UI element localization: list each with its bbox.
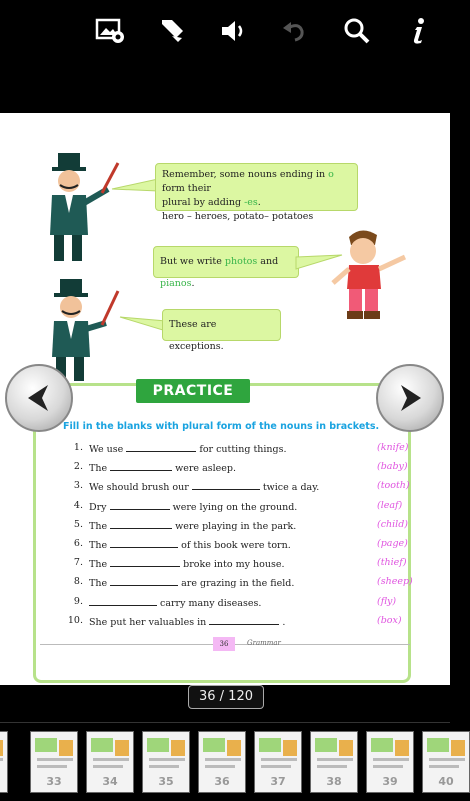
question-text-start: The xyxy=(89,463,108,475)
thumbnail-preview-block xyxy=(115,740,129,756)
arrow-right-icon xyxy=(393,381,427,415)
question-number: 2. xyxy=(73,461,83,473)
thumbnail-preview-block xyxy=(203,738,225,752)
thumbnail-preview-block xyxy=(35,738,57,752)
question-text xyxy=(89,480,359,493)
next-page-button[interactable] xyxy=(376,364,444,432)
thumbnail-preview-block xyxy=(451,740,465,756)
question-text-end: for cutting things. xyxy=(199,444,287,455)
answer-blank[interactable] xyxy=(110,557,180,567)
answer-blank[interactable] xyxy=(110,461,172,471)
top-toolbar xyxy=(0,0,450,62)
question-text-start: The xyxy=(89,540,108,551)
thumbnail-preview-block xyxy=(0,758,3,761)
question-row xyxy=(67,615,407,633)
thumbnail-page-number: 38 xyxy=(326,775,342,788)
page-thumbnail[interactable] xyxy=(310,731,358,793)
page-thumbnail[interactable] xyxy=(254,731,302,793)
image-settings-icon[interactable] xyxy=(94,14,128,48)
question-text-end: were asleep. xyxy=(175,463,236,475)
question-number: 3. xyxy=(73,480,83,492)
thumbnail-page-number xyxy=(0,775,7,788)
thumbnail-preview-block xyxy=(259,738,281,752)
question-row xyxy=(67,596,407,614)
footer-label: Grammar xyxy=(247,639,281,647)
answer-blank[interactable] xyxy=(110,500,170,510)
bubble-text: . xyxy=(191,278,195,289)
bubble-text: These are exceptions. xyxy=(169,319,224,352)
bubble-text: . xyxy=(257,197,261,208)
page-thumbnail[interactable] xyxy=(366,731,414,793)
answer-blank[interactable] xyxy=(110,576,178,586)
question-number: 9. xyxy=(73,595,83,607)
answer-blank[interactable] xyxy=(192,480,260,490)
thumbnail-page-number: 36 xyxy=(214,775,230,788)
page-thumbnail[interactable] xyxy=(198,731,246,793)
answer-blank[interactable] xyxy=(110,519,172,529)
thumbnail-strip[interactable] xyxy=(0,722,454,801)
question-text-start: She put her valuables in xyxy=(89,616,207,628)
practice-instruction: Fill in the blanks with plural form of the nouns in brackets. xyxy=(63,421,380,432)
thumbnail-preview-block xyxy=(205,765,235,768)
question-text-start: Dry xyxy=(89,501,107,513)
question-number: 10. xyxy=(67,614,83,626)
bubble-text: form their xyxy=(162,183,211,194)
thumbnail-preview-block xyxy=(373,765,403,768)
thumbnail-preview-block xyxy=(59,740,73,756)
question-text xyxy=(89,596,359,609)
question-hint: (page) xyxy=(377,538,408,549)
question-text-end: carry many diseases. xyxy=(160,597,262,609)
question-row xyxy=(67,442,407,460)
question-text xyxy=(89,576,359,589)
page-thumbnail[interactable] xyxy=(30,731,78,793)
practice-title: PRACTICE TIME xyxy=(136,379,250,403)
thumbnail-preview-block xyxy=(429,758,465,761)
bubble-highlight: photos xyxy=(224,256,258,267)
page-number-badge: 36 xyxy=(213,637,235,651)
bubble-example: hero – heroes, potato– potatoes xyxy=(162,211,314,222)
question-hint: (fly) xyxy=(377,595,397,607)
thumbnail-preview-block xyxy=(339,740,353,756)
thumbnail-preview-block xyxy=(93,765,123,768)
question-number: 8. xyxy=(73,576,83,588)
thumbnail-preview-block xyxy=(91,738,113,752)
question-hint: (baby) xyxy=(377,461,408,473)
question-text-end: were playing in the park. xyxy=(175,520,297,532)
question-text xyxy=(89,461,359,474)
question-hint: (thief) xyxy=(377,557,407,569)
question-row xyxy=(67,538,407,556)
arrow-left-icon xyxy=(22,381,56,415)
bookmark-icon[interactable] xyxy=(154,14,188,48)
question-row xyxy=(67,519,407,537)
thumbnail-preview-block xyxy=(37,758,73,761)
question-hint: (leaf) xyxy=(377,499,403,511)
search-icon[interactable] xyxy=(340,14,374,48)
answer-blank[interactable] xyxy=(89,596,157,606)
thumbnail-page-number: 33 xyxy=(46,775,62,788)
thumbnail-page-number: 34 xyxy=(102,775,118,788)
thumbnail-preview-block xyxy=(261,758,297,761)
answer-blank[interactable] xyxy=(110,538,178,548)
thumbnail-preview-block xyxy=(205,758,241,761)
thumbnail-preview-block xyxy=(429,765,459,768)
question-hint: (box) xyxy=(377,614,402,626)
thumbnail-page-number: 39 xyxy=(382,775,398,788)
question-number: 6. xyxy=(73,538,83,549)
answer-blank[interactable] xyxy=(126,442,196,452)
thumbnail-page-number: 35 xyxy=(158,775,174,788)
thumbnail-preview-block xyxy=(371,738,393,752)
thumbnail-preview-block xyxy=(171,740,185,756)
question-text-end: were lying on the ground. xyxy=(172,501,298,513)
question-number: 7. xyxy=(73,557,83,569)
question-text-start: The xyxy=(89,578,108,590)
question-hint: (knife) xyxy=(377,442,409,453)
question-text-start: We use xyxy=(89,444,124,455)
question-text xyxy=(89,519,359,532)
thumbnail-preview-block xyxy=(373,758,409,761)
question-row xyxy=(67,461,407,479)
question-row xyxy=(67,500,407,518)
question-text xyxy=(89,557,359,570)
thumbnail-preview-block xyxy=(149,765,179,768)
bubble-text: plural by adding xyxy=(162,197,242,208)
thumbnail-preview-block xyxy=(315,738,337,752)
question-text-end: twice a day. xyxy=(262,482,320,494)
question-hint: (tooth) xyxy=(377,480,410,492)
question-number: 5. xyxy=(73,518,83,530)
undo-icon[interactable] xyxy=(277,14,311,48)
question-row xyxy=(67,480,410,498)
bubble-highlight: pianos xyxy=(160,278,192,289)
previous-page-button[interactable] xyxy=(5,364,73,432)
question-text xyxy=(89,538,359,551)
answer-blank[interactable] xyxy=(209,615,279,625)
thumbnail-preview-block xyxy=(37,765,67,768)
question-row xyxy=(67,576,413,594)
question-text-end: . xyxy=(282,616,286,628)
thumbnail-preview-block xyxy=(395,740,409,756)
question-row xyxy=(67,557,407,575)
thumbnail-preview-block xyxy=(261,765,291,768)
page-counter: 36 / 120 xyxy=(188,685,264,709)
bubble-highlight: o xyxy=(328,169,334,180)
thumbnail-preview-block xyxy=(93,758,129,761)
bubble-text: and xyxy=(260,256,279,267)
bubble-text: But we write xyxy=(160,256,222,267)
thumbnail-preview-block xyxy=(317,758,353,761)
thumbnail-preview-block xyxy=(317,765,347,768)
page-thumbnail[interactable] xyxy=(86,731,134,793)
question-hint: (sheep) xyxy=(377,576,413,588)
thumbnail-page-number: 40 xyxy=(438,775,454,788)
thumbnail-preview-block xyxy=(147,738,169,752)
thumbnail-preview-block xyxy=(427,738,449,752)
page-thumbnail[interactable] xyxy=(0,731,8,793)
thumbnail-preview-block xyxy=(0,740,3,756)
page-thumbnail[interactable] xyxy=(422,731,470,793)
question-text xyxy=(89,442,359,455)
question-text-end: of this book were torn. xyxy=(181,540,291,551)
thumbnail-preview-block xyxy=(149,758,185,761)
info-icon[interactable] xyxy=(402,14,436,48)
question-number: 4. xyxy=(73,499,83,511)
question-text xyxy=(89,500,359,513)
thumbnail-preview-block xyxy=(283,740,297,756)
bubble-highlight: -es xyxy=(244,197,258,208)
page-thumbnail[interactable] xyxy=(142,731,190,793)
bubble-text: Remember, some nouns ending in xyxy=(162,169,326,180)
question-text-end: are grazing in the field. xyxy=(181,578,295,590)
question-number: 1. xyxy=(73,442,83,453)
question-hint: (child) xyxy=(377,518,409,530)
thumbnail-preview-block xyxy=(227,740,241,756)
question-text-end: broke into my house. xyxy=(183,559,285,571)
question-text-start: The xyxy=(89,520,108,532)
question-text-start: The xyxy=(89,559,108,571)
thumbnail-page-number: 37 xyxy=(270,775,286,788)
question-text-start: We should brush our xyxy=(89,482,189,494)
question-text xyxy=(89,615,359,628)
speaker-icon[interactable] xyxy=(216,14,250,48)
